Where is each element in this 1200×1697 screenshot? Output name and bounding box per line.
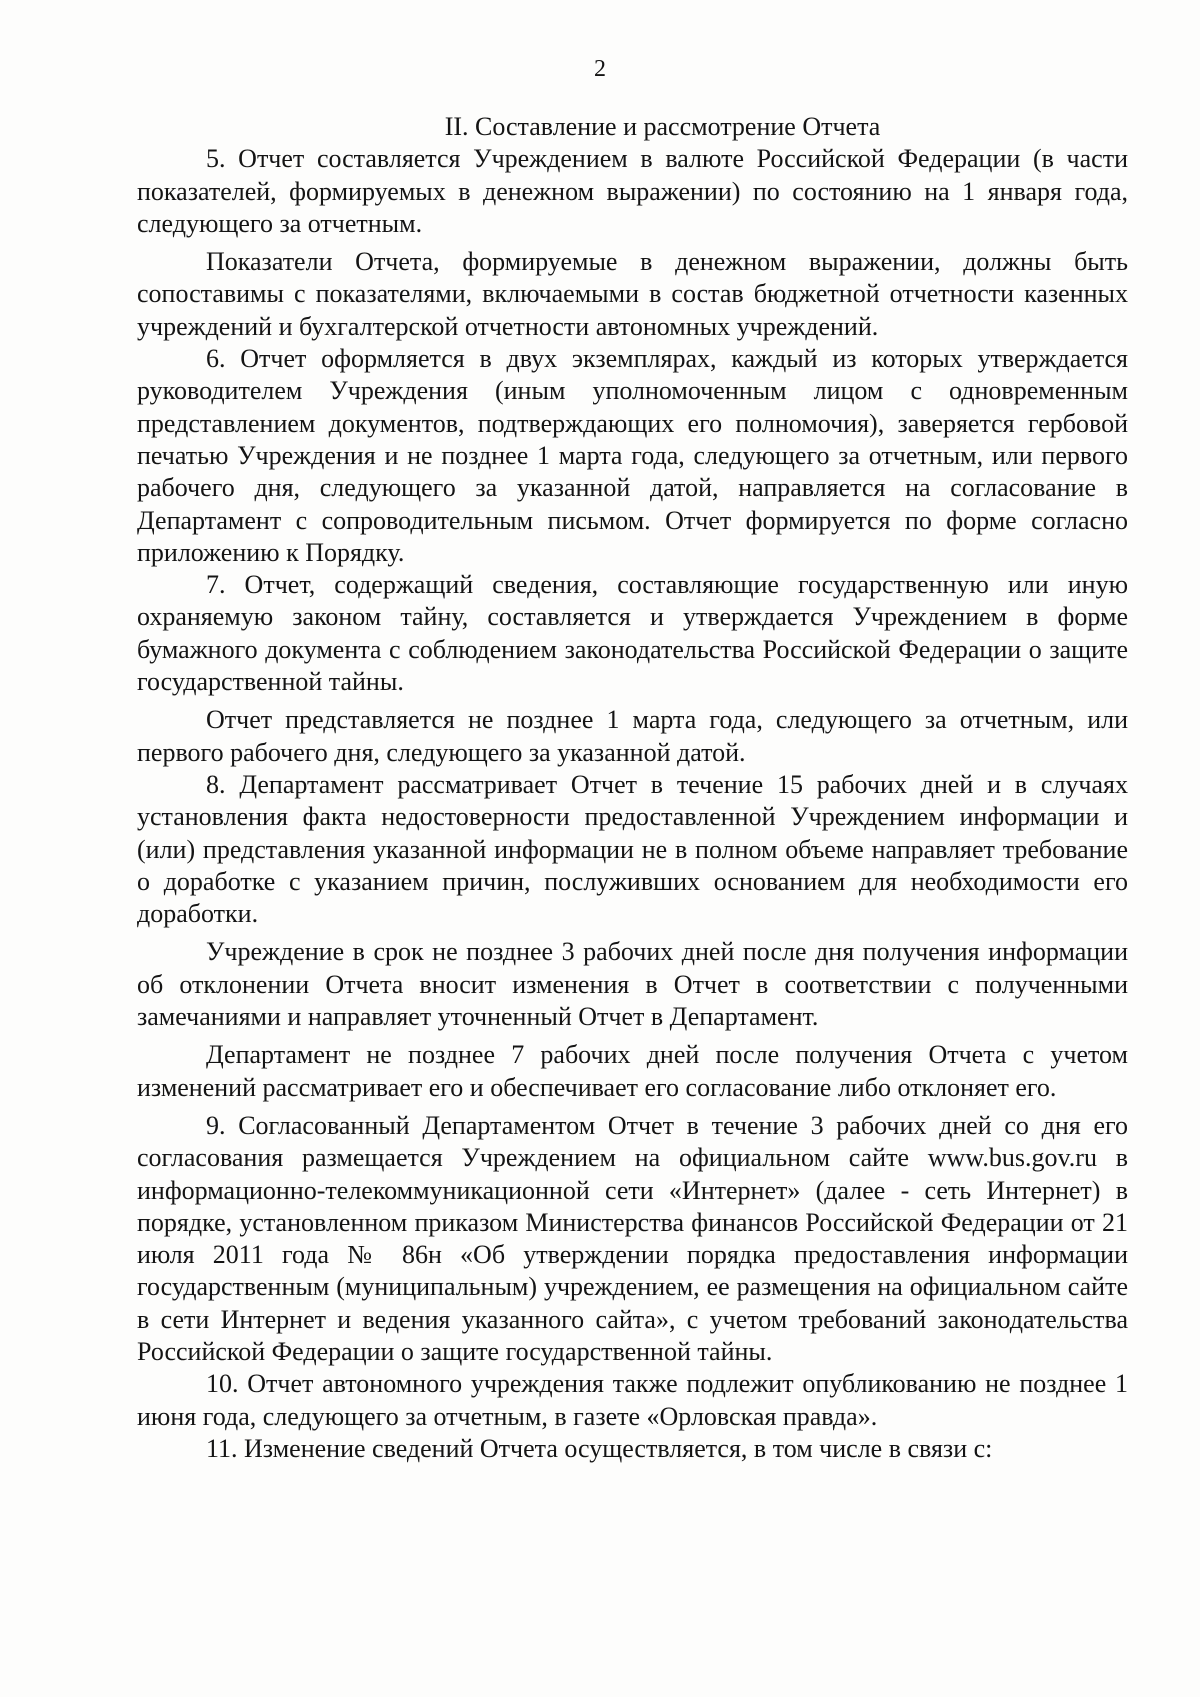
paragraph-8-review: Департамент не позднее 7 рабочих дней после получения Отчета с учетом изменений рассматривает его и обеспечивает его согласование либо отклоняет его. xyxy=(137,1040,1128,1102)
paragraph-10: 10. Отчет автономного учреждения также подлежит опубликованию не позднее 1 июня года, следующего за отчетным, в газете «Орловская правда». xyxy=(137,1369,1128,1431)
page-number: 2 xyxy=(594,56,606,82)
paragraph-5-indicators: Показатели Отчета, формируемые в денежном выражении, должны быть сопоставимы с показателями, включаемыми в состав бюджетной отчетности казенных учреждений и бухгалтерской отчетности автономных учреждений. xyxy=(137,247,1128,341)
paragraph-7-deadline: Отчет представляется не позднее 1 марта года, следующего за отчетным, или первого рабочего дня, следующего за указанной датой. xyxy=(137,705,1128,767)
paragraph-6: 6. Отчет оформляется в двух экземплярах, каждый из которых утверждается руководителем Учреждения (иным уполномоченным лицом с одновременным представлением документов, подтверждающих его полномочия), заверяется гербовой печатью Учреждения и не позднее 1 марта года, следующего за отчетным, или первого рабочего дня, следующего за указанной датой, направляется на согласование в Департамент с сопроводительным письмом. Отчет формируется по форме согласно приложению к Порядку. xyxy=(137,344,1128,567)
section-title: II. Составление и рассмотрение Отчета xyxy=(444,112,881,141)
paragraph-7: 7. Отчет, содержащий сведения, составляющие государственную или иную охраняемую законом тайну, составляется и утверждается Учреждением в форме бумажного документа с соблюдением законодательства Российской Федерации о защите государственной тайны. xyxy=(137,570,1128,697)
paragraph-11: 11. Изменение сведений Отчета осуществляется, в том числе в связи с: xyxy=(206,1433,993,1463)
paragraph-9: 9. Согласованный Департаментом Отчет в течение 3 рабочих дней со дня его согласования размещается Учреждением на официальном сайте www.bus.gov.ru в информационно-телекоммуникационной сети «Интернет» (далее - сеть Интернет) в порядке, установленном приказом Министерства финансов Российской Федерации от 21 июля 2011 года № 86н «Об утверждении порядка предоставления информации государственным (муниципальным) учреждением, ее размещения на официальном сайте в сети Интернет и ведения указанного сайта», с учетом требований законодательства Российской Федерации о защите государственной тайны. xyxy=(137,1110,1128,1366)
paragraph-5: 5. Отчет составляется Учреждением в валюте Российской Федерации (в части показателей, формируемых в денежном выражении) по состоянию на 1 января года, следующего за отчетным. xyxy=(137,144,1128,238)
document-body xyxy=(137,111,1128,1465)
paragraph-8-corrections: Учреждение в срок не позднее 3 рабочих дней после дня получения информации об отклонении Отчета вносит изменения в Отчет в соответствии с полученными замечаниями и направляет уточненный Отчет в Департамент. xyxy=(137,937,1128,1032)
paragraph-8: 8. Департамент рассматривает Отчет в течение 15 рабочих дней и в случаях установления факта недостоверности предоставленной Учреждением информации и (или) представления указанной информации не в полном объеме направляет требование о доработке с указанием причин, послуживших основанием для необходимости его доработки. xyxy=(137,769,1128,929)
